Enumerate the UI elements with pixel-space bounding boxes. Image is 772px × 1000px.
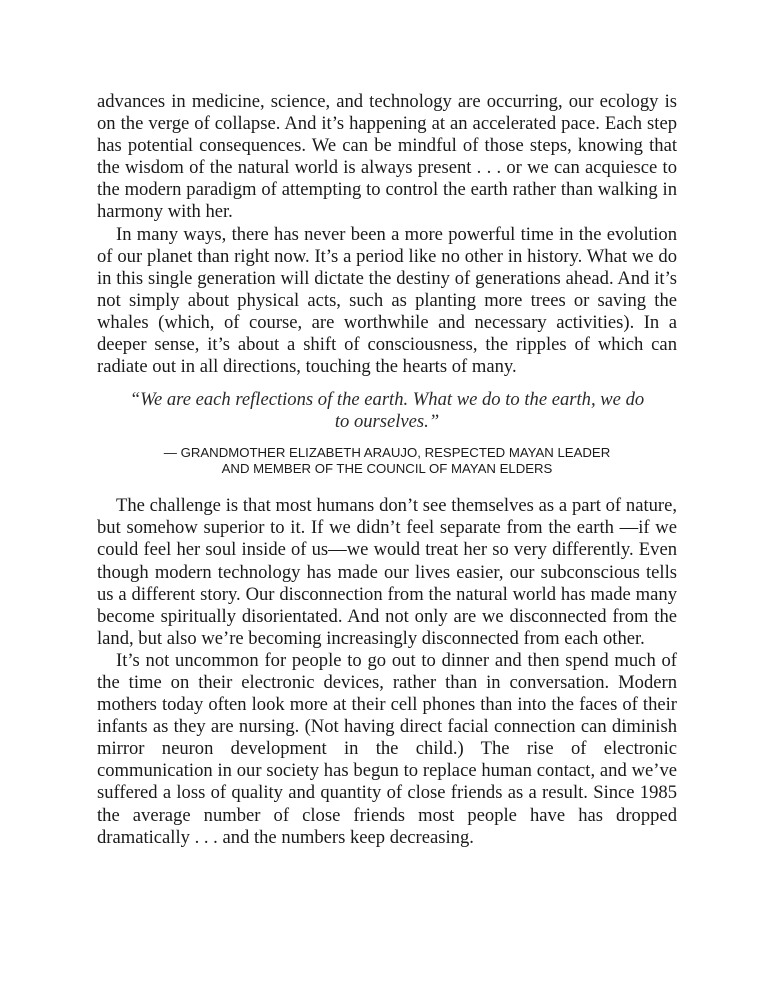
epigraph-attribution bbox=[127, 445, 647, 477]
book-page bbox=[97, 91, 677, 849]
attribution-line-1: — GRANDMOTHER ELIZABETH ARAUJO, RESPECTED MAYAN LEADER bbox=[163, 445, 611, 461]
epigraph bbox=[97, 389, 677, 477]
epigraph-quote: “We are each reflections of the earth. What we do to the earth, we do to ourselves.” bbox=[129, 389, 645, 433]
attribution-line-2: AND MEMBER OF THE COUNCIL OF MAYAN ELDERS bbox=[221, 461, 553, 477]
paragraph-powerful-time: In many ways, there has never been a more powerful time in the evolution of our planet than right now. It’s a period like no other in history. What we do in this single generation will dictate the destiny of generations ahead. And it’s not simply about physical acts, such as planting more trees or saving the whales (which, of course, are worthwhile and necessary activities). In a deeper sense, it’s about a shift of consciousness, the ripples of which can radiate out in all directions, touching the hearts of many. bbox=[97, 223, 677, 378]
paragraph-dinner-devices: It’s not uncommon for people to go out to dinner and then spend much of the time on their electronic devices, rather than in conversation. Modern mothers today often look more at their cell phones than into the faces of their infants as they are nursing. (Not having direct facial connection can diminish mirror neuron development in the child.) The rise of electronic communication in our society has begun to replace human contact, and we’ve suffered a loss of quality and quantity of close friends as a result. Since 1985 the average number of close friends most people have has dropped dramatically . . . and the numbers keep decreasing. bbox=[97, 649, 677, 848]
paragraph-challenge: The challenge is that most humans don’t see themselves as a part of nature, but somehow superior to it. If we didn’t feel separate from the earth —if we could feel her soul inside of us—we would treat her so very differently. Even though modern technology has made our lives easier, our subconscious tells us a different story. Our disconnection from the natural world has made many become spiritually disorientated. And not only are we disconnected from the land, but also we’re becoming increasingly disconnected from each other. bbox=[97, 495, 677, 649]
paragraph-continued: advances in medicine, science, and technology are occurring, our ecology is on the verge of collapse. And it’s happening at an accelerated pace. Each step has potential consequences. We can be mindful of those steps, knowing that the wisdom of the natural world is always present . . . or we can acquiesce to the modern paradigm of attempting to control the earth rather than walking in harmony with her. bbox=[97, 91, 677, 223]
